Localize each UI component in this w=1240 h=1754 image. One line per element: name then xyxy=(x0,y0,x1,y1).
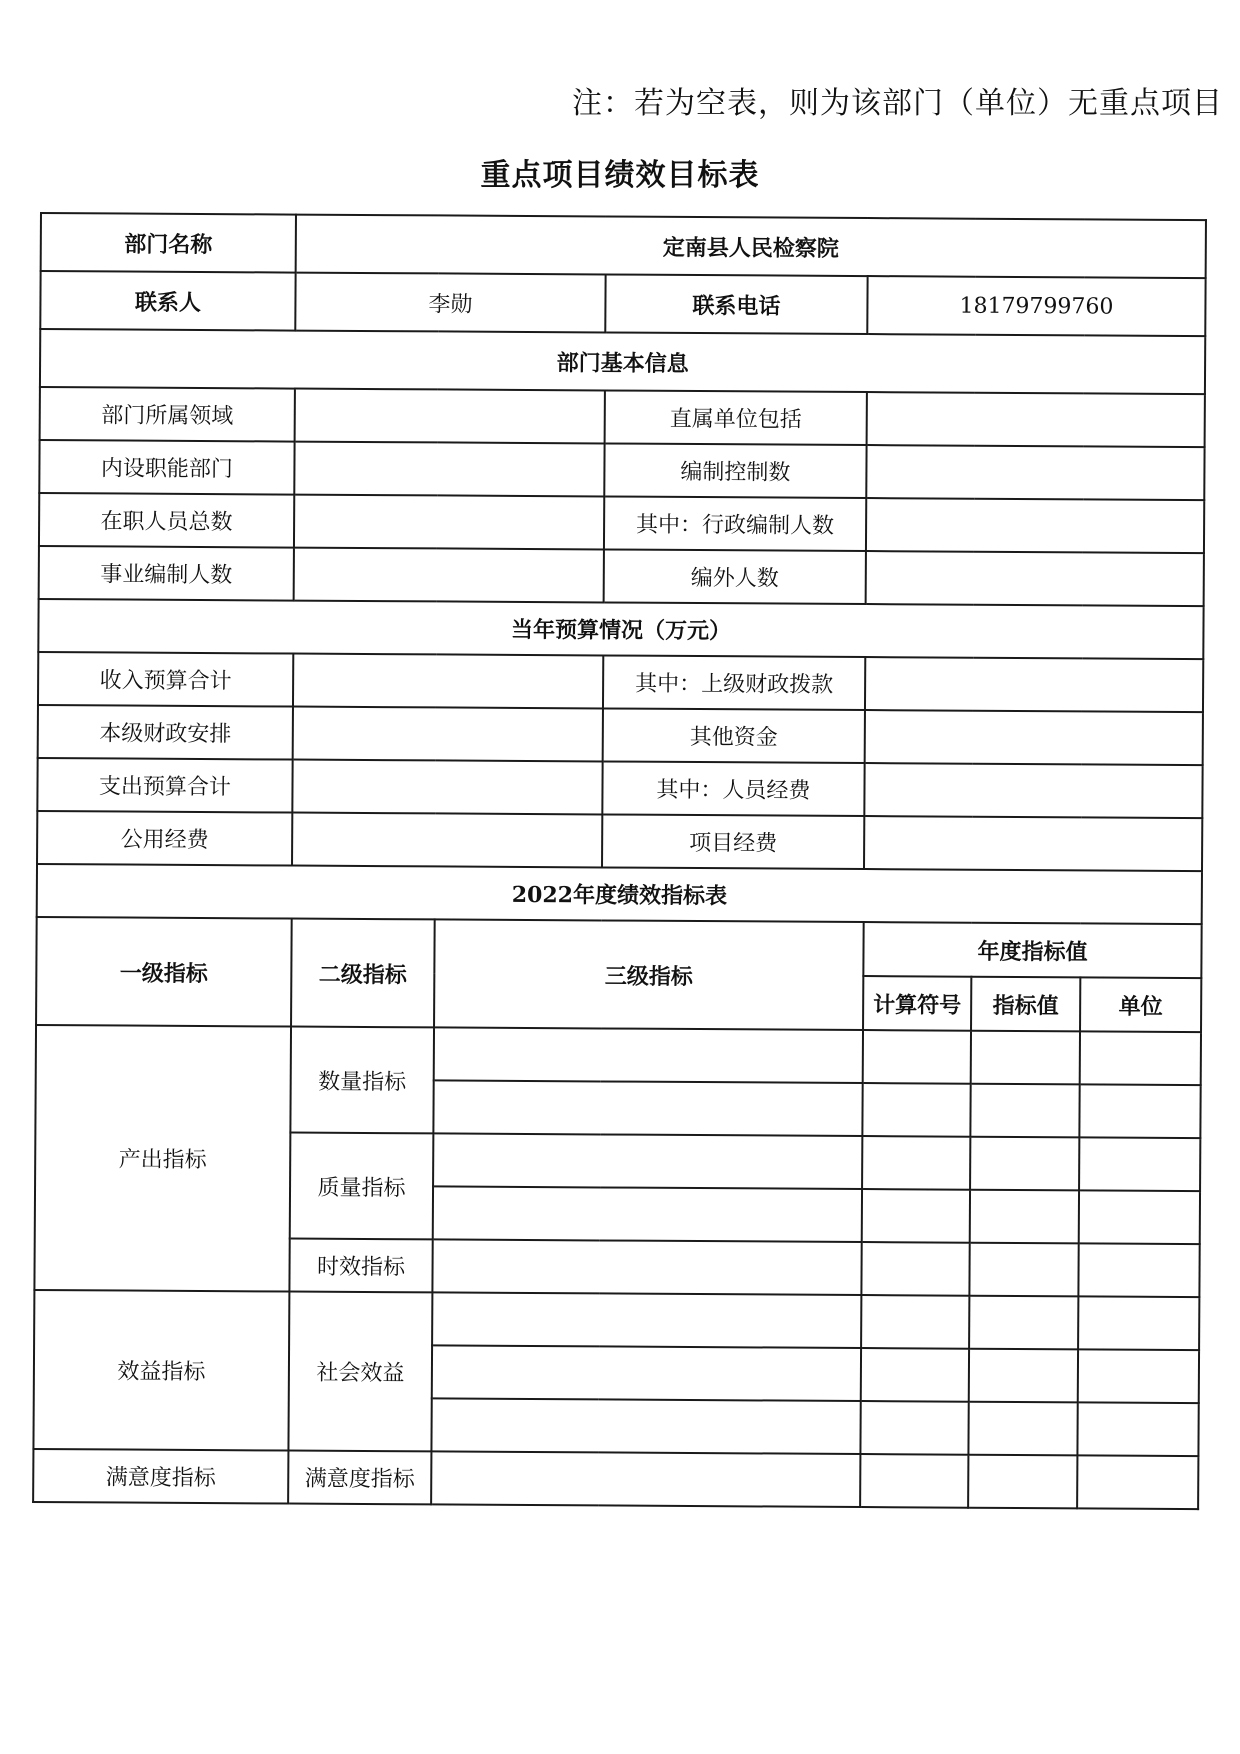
basic-info-label: 在职人员总数 xyxy=(39,493,294,548)
empty-table-note: 注：若为空表，则为该部门（单位）无重点项目 xyxy=(572,86,1223,121)
indicator-section-title: 2022年度绩效指标表 xyxy=(37,864,1202,924)
budget-value xyxy=(293,654,603,709)
basic-info-value xyxy=(866,498,1204,553)
level3-cell xyxy=(432,1239,861,1295)
target-value-cell xyxy=(969,1349,1078,1403)
target-value-cell xyxy=(968,1402,1077,1456)
basic-info-value xyxy=(866,445,1204,500)
basic-info-value xyxy=(294,548,604,603)
basic-info-value xyxy=(295,389,605,444)
operator-cell xyxy=(860,1401,968,1455)
target-value-cell xyxy=(970,1084,1079,1138)
quantity-indicator-label: 数量指标 xyxy=(290,1027,434,1134)
timeliness-indicator-label: 时效指标 xyxy=(289,1239,432,1293)
annual-value-header: 年度指标值 xyxy=(863,922,1201,978)
operator-cell xyxy=(862,1136,970,1190)
level2-header: 二级指标 xyxy=(291,919,435,1028)
budget-label: 本级财政安排 xyxy=(38,705,293,760)
level3-cell xyxy=(431,1398,860,1454)
unit-cell xyxy=(1079,1084,1200,1138)
operator-cell xyxy=(860,1454,968,1508)
basic-info-value xyxy=(294,495,604,550)
contact-label: 联系人 xyxy=(40,271,295,331)
budget-label: 公用经费 xyxy=(37,811,292,866)
budget-value xyxy=(864,816,1202,871)
operator-cell xyxy=(862,1083,970,1137)
basic-info-label: 直属单位包括 xyxy=(605,390,867,445)
operator-cell xyxy=(862,1189,970,1243)
operator-cell xyxy=(863,1030,971,1084)
level3-cell xyxy=(431,1451,860,1507)
unit-cell xyxy=(1079,1190,1200,1244)
level3-cell xyxy=(433,1080,862,1136)
level3-cell xyxy=(433,1186,862,1242)
operator-header: 计算符号 xyxy=(863,976,971,1031)
unit-cell xyxy=(1079,1137,1200,1191)
unit-header: 单位 xyxy=(1080,977,1201,1032)
budget-value xyxy=(293,707,603,762)
target-value-cell xyxy=(970,1190,1079,1244)
operator-cell xyxy=(861,1295,969,1349)
basic-info-label: 内设职能部门 xyxy=(39,440,294,495)
target-value-cell xyxy=(968,1455,1077,1509)
performance-target-table xyxy=(32,212,1205,1510)
basic-info-value xyxy=(867,392,1205,447)
budget-value xyxy=(865,657,1203,712)
basic-info-value xyxy=(866,551,1204,606)
phone-label: 联系电话 xyxy=(605,274,867,334)
unit-cell xyxy=(1078,1349,1199,1403)
unit-cell xyxy=(1078,1296,1199,1350)
satisfaction-indicator-l1: 满意度指标 xyxy=(33,1449,288,1504)
level3-cell xyxy=(432,1345,861,1401)
level3-cell xyxy=(432,1292,861,1348)
page-title: 重点项目绩效目标表 xyxy=(480,158,760,193)
operator-cell xyxy=(861,1242,969,1296)
satisfaction-indicator-l2: 满意度指标 xyxy=(288,1451,431,1505)
benefit-indicator-label: 效益指标 xyxy=(33,1290,289,1451)
operator-cell xyxy=(861,1348,969,1402)
level3-cell xyxy=(434,1027,863,1083)
budget-label: 支出预算合计 xyxy=(37,758,292,813)
basic-info-label: 其中：行政编制人数 xyxy=(604,496,866,551)
social-benefit-label: 社会效益 xyxy=(288,1292,432,1452)
unit-cell xyxy=(1080,1031,1201,1085)
dept-name-value: 定南县人民检察院 xyxy=(296,215,1206,279)
basic-info-label: 编制控制数 xyxy=(604,443,866,498)
quality-indicator-label: 质量指标 xyxy=(290,1133,434,1240)
basic-info-section-title: 部门基本信息 xyxy=(40,329,1205,394)
basic-info-label: 事业编制人数 xyxy=(39,546,294,601)
unit-cell xyxy=(1077,1455,1198,1509)
target-value-cell xyxy=(969,1296,1078,1350)
budget-label: 其中：上级财政拨款 xyxy=(603,655,865,710)
output-indicator-label: 产出指标 xyxy=(34,1025,291,1292)
basic-info-label: 部门所属领域 xyxy=(40,387,295,442)
level3-cell xyxy=(433,1133,862,1189)
budget-value xyxy=(865,710,1203,765)
budget-label: 项目经费 xyxy=(602,814,864,869)
unit-cell xyxy=(1078,1243,1199,1297)
target-value-header: 指标值 xyxy=(971,977,1080,1032)
target-value-cell xyxy=(969,1243,1078,1297)
budget-value xyxy=(292,760,602,815)
dept-name-label: 部门名称 xyxy=(41,213,296,273)
budget-value xyxy=(292,813,602,868)
budget-label: 其中：人员经费 xyxy=(602,761,864,816)
unit-cell xyxy=(1077,1402,1198,1456)
phone-value: 18179799760 xyxy=(867,276,1205,336)
level1-header: 一级指标 xyxy=(36,917,292,1027)
budget-value xyxy=(864,763,1202,818)
budget-label: 其他资金 xyxy=(603,708,865,763)
target-value-cell xyxy=(971,1031,1080,1085)
level3-header: 三级指标 xyxy=(434,919,864,1030)
budget-label: 收入预算合计 xyxy=(38,652,293,707)
target-value-cell xyxy=(970,1137,1079,1191)
basic-info-value xyxy=(294,442,604,497)
basic-info-label: 编外人数 xyxy=(604,549,866,604)
contact-value: 李勋 xyxy=(295,273,605,333)
budget-section-title: 当年预算情况（万元） xyxy=(38,599,1203,659)
